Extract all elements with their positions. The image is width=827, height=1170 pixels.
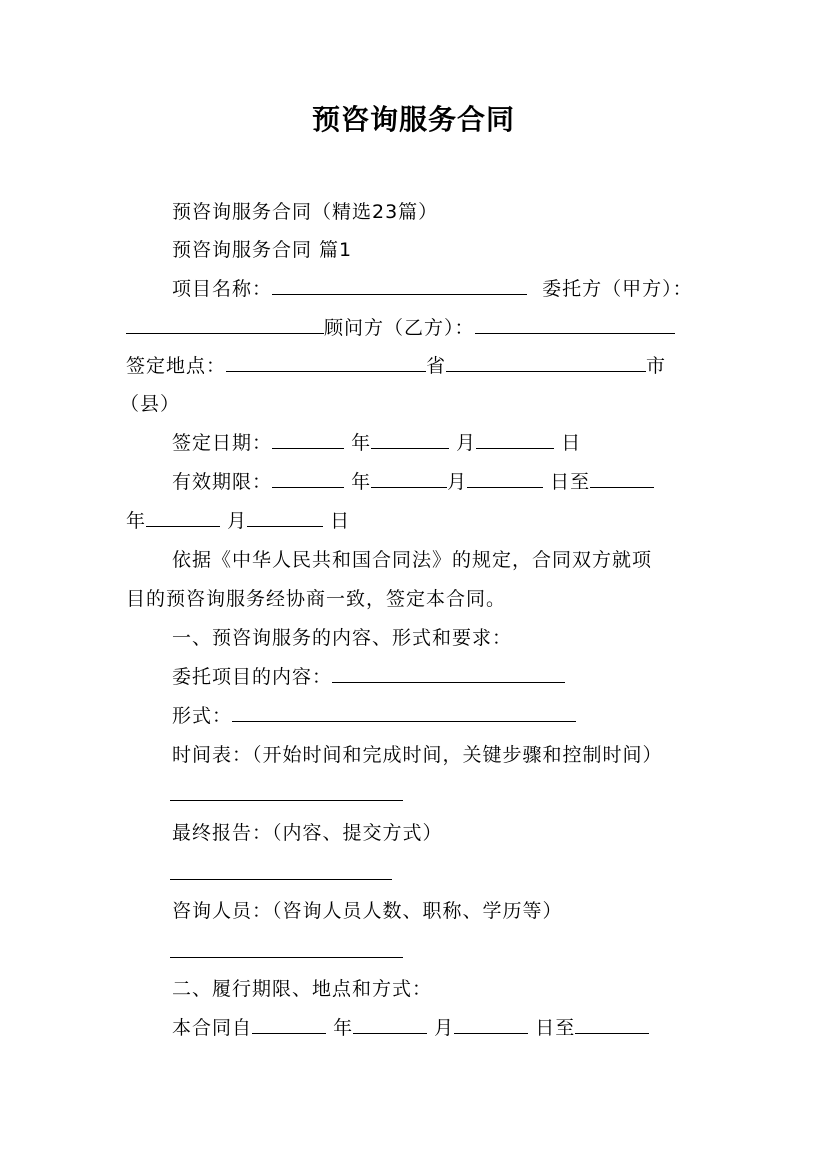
city-text: 市 (646, 355, 667, 377)
form-label: 形式： (172, 705, 233, 727)
document-title: 预咨询服务合同 (311, 103, 515, 136)
staff-label: 咨询人员：（咨询人员人数、职称、学历等） (172, 900, 563, 922)
month-text: 月 (227, 510, 248, 532)
year-text: 年 (351, 432, 372, 454)
term-label: 本合同自 (172, 1017, 253, 1039)
day-text: 日 (561, 432, 582, 454)
consultant-blank (475, 315, 675, 334)
place-row (126, 352, 666, 380)
day-text: 日 (330, 510, 351, 532)
basis-paragraph-line2: 目的预咨询服务经协商一致，签定本合同。 (126, 588, 507, 610)
term-month-blank (353, 1015, 427, 1034)
validity-label: 有效期限： (172, 471, 273, 493)
staff-blank (170, 957, 403, 958)
month-text: 月 (434, 1017, 455, 1039)
sign-month-blank (371, 430, 449, 449)
term-row (172, 1014, 649, 1042)
month-text: 月 (456, 432, 477, 454)
valid-to-month-blank (146, 508, 220, 527)
province-text: 省 (426, 355, 447, 377)
place-city-blank (446, 353, 646, 372)
content-label: 委托项目的内容： (172, 666, 333, 688)
basis-paragraph-line1: 依据《中华人民共和国合同法》的规定，合同双方就项 (172, 549, 653, 571)
final-report-blank (170, 879, 392, 880)
validity-end-row (126, 507, 350, 535)
sign-date-label: 签定日期： (172, 432, 273, 454)
year-text: 年 (333, 1017, 354, 1039)
schedule-label: 时间表：（开始时间和完成时间，关键步骤和控制时间） (172, 744, 663, 766)
consultant-label: 顾问方（乙方）： (324, 317, 475, 339)
client-label: 委托方（甲方）： (542, 278, 693, 300)
sign-day-blank (476, 430, 554, 449)
term-day-blank (454, 1015, 528, 1034)
chapter-heading: 预咨询服务合同 篇1 (172, 239, 353, 261)
term-end-year-blank (575, 1015, 649, 1034)
project-name-row (172, 275, 693, 303)
section-2-heading: 二、履行期限、地点和方式： (172, 978, 433, 1000)
valid-to-day-blank (247, 508, 323, 527)
day-to-text: 日至 (550, 471, 591, 493)
validity-row (172, 468, 654, 496)
consultant-row (126, 314, 675, 342)
valid-from-day-blank (467, 469, 543, 488)
form-blank (232, 703, 576, 722)
county-text: （县） (120, 393, 181, 415)
valid-from-month-blank (371, 469, 447, 488)
project-name-label: 项目名称： (172, 278, 273, 300)
place-label: 签定地点： (126, 355, 227, 377)
day-to-text: 日至 (535, 1017, 576, 1039)
schedule-blank (170, 800, 403, 801)
form-row (172, 702, 576, 730)
sign-date-row (172, 429, 581, 457)
client-blank (126, 315, 324, 334)
month-text: 月 (447, 471, 468, 493)
place-province-blank (226, 353, 426, 372)
final-report-label: 最终报告：（内容、提交方式） (172, 822, 443, 844)
content-blank (332, 664, 565, 683)
valid-from-year-blank (272, 469, 344, 488)
content-row (172, 663, 565, 691)
project-name-blank (272, 276, 527, 295)
term-year-blank (252, 1015, 326, 1034)
intro-line: 预咨询服务合同（精选23篇） (172, 201, 439, 223)
year-text: 年 (351, 471, 372, 493)
section-1-heading: 一、预咨询服务的内容、形式和要求： (172, 627, 513, 649)
valid-to-year-blank (590, 469, 654, 488)
year-text: 年 (126, 510, 147, 532)
sign-year-blank (272, 430, 344, 449)
